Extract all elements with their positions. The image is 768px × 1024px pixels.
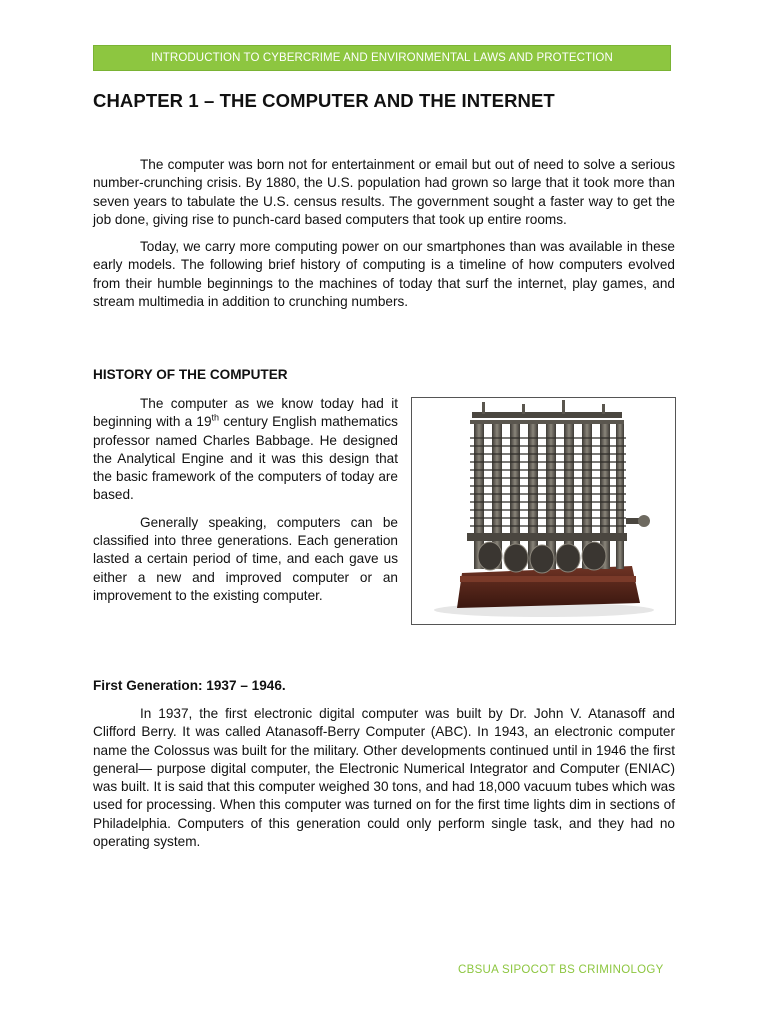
footer-text: CBSUA SIPOCOT BS CRIMINOLOGY (458, 964, 664, 976)
first-generation-section (93, 705, 675, 851)
intro-section (93, 156, 675, 311)
history-paragraph-2: Generally speaking, computers can be classified into three generations. Each generation lasted a certain period of time, and each gave us either a new and improved computer or an improvement to the existing computer. (93, 514, 398, 603)
chapter-title: CHAPTER 1 – THE COMPUTER AND THE INTERNET (93, 90, 555, 111)
analytical-engine-photo (411, 397, 676, 625)
history-paragraph-1 (93, 395, 398, 505)
intro-paragraph-2: Today, we carry more computing power on our smartphones than was available in these early models. The following brief history of computing is a timeline of how computers evolved from their humble beginnings to the machines of today that surf the internet, play games, and stream multimedia in addition to crunching numbers. (93, 239, 675, 310)
header-band (93, 45, 671, 71)
first-generation-paragraph: In 1937, the first electronic digital computer was built by Dr. John V. Atanasoff and Clifford Berry. It was called Atanasoff-Berry Computer (ABC). In 1943, an electronic computer name the Colossus was built for the military. Other developments continued until in 1946 the first general— purpose digital computer, the Electronic Numerical Integrator and Computer (ENIAC) was built. It is said that this computer weighed 30 tons, and had 18,000 vacuum tubes which was used for processing. When this computer was turned on for the first time lights dim in sections of Philadelphia. Computers of this generation could only perform single task, and they had no operating system. (93, 706, 675, 850)
intro-paragraph-1: The computer was born not for entertainment or email but out of need to solve a serious number-crunching crisis. By 1880, the U.S. population had grown so large that it took more than seven years to tabulate the U.S. census results. The government sought a faster way to get the job done, giving rise to punch-card based computers that took up entire rooms. (93, 157, 675, 227)
history-text (93, 395, 398, 605)
first-generation-heading: First Generation: 1937 – 1946. (93, 678, 286, 693)
history-p1-after: century English mathematics professor named Charles Babbage. He designed the Analytical Engine and it was this design that the basic framework of the computers of today are based. (93, 414, 398, 503)
history-p1-before: The computer as we know today had it beginning with a 19 (93, 396, 398, 430)
header-band-text: INTRODUCTION TO CYBERCRIME AND ENVIRONMENTAL LAWS AND PROTECTION (151, 52, 613, 64)
ordinal-superscript: th (211, 412, 220, 423)
history-heading: HISTORY OF THE COMPUTER (93, 367, 288, 382)
analytical-engine-illustration (412, 398, 675, 624)
